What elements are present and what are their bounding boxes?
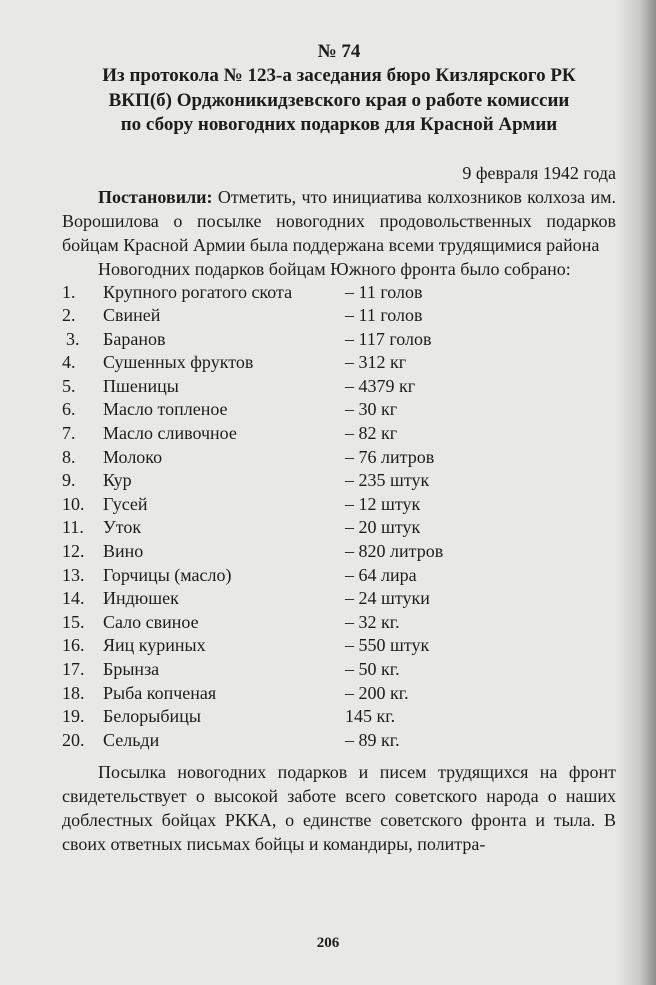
page-edge-shadow xyxy=(616,0,656,985)
item-name: Белорыбицы xyxy=(103,706,201,727)
list-item xyxy=(62,682,616,706)
item-value: – 200 кг. xyxy=(345,682,409,703)
item-name: Пшеницы xyxy=(103,375,179,396)
list-item xyxy=(62,328,616,352)
item-value: – 82 кг xyxy=(345,423,398,444)
item-number: 20. xyxy=(62,729,85,750)
list-item xyxy=(62,375,616,399)
item-number: 19. xyxy=(62,706,85,727)
item-name: Сушенных фруктов xyxy=(103,352,254,373)
list-item xyxy=(62,540,616,564)
resolution-text: Отметить, что инициатива колхозников колхоза им. Ворошилова о посылке новогодних продовольственных подарков бойцам Красной Армии была поддержана всеми трудящимися района xyxy=(62,186,616,255)
item-name: Индюшек xyxy=(103,588,179,609)
list-item xyxy=(62,351,616,375)
closing-paragraph: Посылка новогодних подарков и писем трудящихся на фронт свидетельствует о высокой заботе всего советского народа о наших доблестных бойцах РККА, о единстве советского фронта и тыла. В своих ответных письмах бойцы и командиры, политра- xyxy=(62,762,616,855)
list-item xyxy=(62,705,616,729)
list-item xyxy=(62,516,616,540)
item-name: Масло топленое xyxy=(103,399,228,420)
item-name: Горчицы (масло) xyxy=(103,564,232,585)
item-value: – 11 голов xyxy=(345,281,423,302)
title-line: Из протокола № 123-а заседания бюро Кизлярского РК xyxy=(102,65,576,86)
item-number: 15. xyxy=(62,611,85,632)
item-name: Вино xyxy=(103,541,144,562)
list-item xyxy=(62,587,616,611)
item-number: 16. xyxy=(62,635,85,656)
item-number: 1. xyxy=(62,281,76,302)
item-name: Сало свиное xyxy=(103,611,199,632)
item-name: Свиней xyxy=(103,305,161,326)
item-number: 4. xyxy=(62,352,76,373)
list-item xyxy=(62,446,616,470)
item-value: – 64 лира xyxy=(345,564,417,585)
item-name: Баранов xyxy=(103,328,166,349)
item-value: – 89 кг. xyxy=(345,729,400,750)
document-title xyxy=(62,64,616,138)
item-number: 9. xyxy=(62,470,76,491)
item-name: Молоко xyxy=(103,446,163,467)
item-number: 6. xyxy=(62,399,76,420)
item-number: 14. xyxy=(62,588,85,609)
item-number: 2. xyxy=(62,305,76,326)
title-line: по сбору новогодних подарков для Красной Армии xyxy=(120,114,558,135)
list-item xyxy=(62,398,616,422)
list-item xyxy=(62,422,616,446)
item-name: Сельди xyxy=(103,729,160,750)
item-number: 13. xyxy=(62,564,85,585)
item-value: – 235 штук xyxy=(345,470,430,491)
list-item xyxy=(62,304,616,328)
item-number: 10. xyxy=(62,493,85,514)
item-name: Рыба копченая xyxy=(103,682,217,703)
document-date: 9 февраля 1942 года xyxy=(462,162,616,183)
document-page xyxy=(62,40,616,856)
item-value: – 4379 кг xyxy=(345,375,416,396)
list-item xyxy=(62,281,616,305)
item-value: – 20 штук xyxy=(345,517,421,538)
list-item xyxy=(62,564,616,588)
item-name: Гусей xyxy=(103,493,148,514)
item-value: – 76 литров xyxy=(345,446,435,467)
item-value: – 32 кг. xyxy=(345,611,400,632)
list-item xyxy=(62,634,616,658)
item-value: – 11 голов xyxy=(345,305,423,326)
title-line: ВКП(б) Орджоникидзевского края о работе комиссии xyxy=(108,89,570,111)
item-name: Кур xyxy=(103,470,132,491)
item-value: – 820 литров xyxy=(345,541,444,562)
item-value: – 117 голов xyxy=(345,328,432,349)
list-item xyxy=(62,493,616,517)
collected-intro: Новогодних подарков бойцам Южного фронта было собрано: xyxy=(98,258,571,279)
item-number: 12. xyxy=(62,541,85,562)
resolution-paragraph xyxy=(62,185,616,257)
item-name: Масло сливочное xyxy=(103,423,237,444)
item-value: – 12 штук xyxy=(345,493,421,514)
item-name: Крупного рогатого скота xyxy=(103,281,293,302)
item-number: 11. xyxy=(62,517,84,538)
item-name: Яиц куриных xyxy=(103,635,206,656)
item-value: – 30 кг xyxy=(345,399,398,420)
item-number: 8. xyxy=(62,446,76,467)
item-value: – 550 штук xyxy=(345,635,430,656)
list-item xyxy=(62,658,616,682)
item-value: – 50 кг. xyxy=(345,659,400,679)
list-item xyxy=(62,729,616,753)
item-number: 17. xyxy=(62,659,85,679)
item-value: – 24 штуки xyxy=(345,588,430,609)
list-item xyxy=(62,611,616,635)
page-number: 206 xyxy=(316,935,340,951)
item-value: 145 кг. xyxy=(345,706,396,727)
item-number: 3. xyxy=(66,328,80,349)
resolution-label: Постановили: xyxy=(98,186,213,207)
item-name: Брынза xyxy=(103,659,160,679)
list-item xyxy=(62,469,616,493)
collected-items-list xyxy=(62,281,616,753)
item-number: 7. xyxy=(62,423,76,444)
item-name: Уток xyxy=(103,517,142,538)
item-number: 18. xyxy=(62,682,85,703)
item-number: 5. xyxy=(62,375,76,396)
item-value: – 312 кг xyxy=(345,352,407,373)
document-number: № 74 xyxy=(317,41,361,62)
